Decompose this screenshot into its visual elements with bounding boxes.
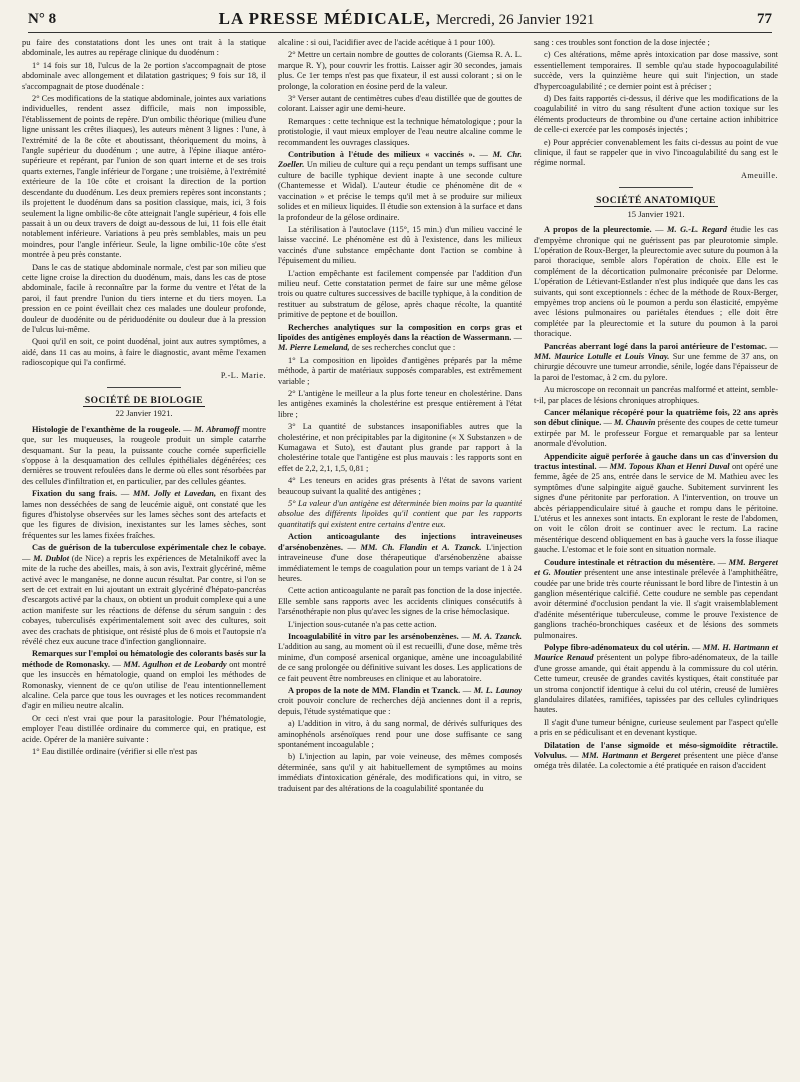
article-body: présentent un polype fibro-adénomateux, de la taille d'une grosse amande, qui était appendu à la commissure du col utérin. Cette tumeur, creusée de grandes cavités kystiques, était constituée par un stroma conjonctif identique à celui du col utérin, creusé de lumières glandulaires dilatées, ramifiées, tapissées par des cellules cylindriques hautes. [534,653,778,715]
article-author: MM. Hartmann et Bergeret [581,751,681,760]
article-author: M. Chr. Zoeller. [278,150,522,170]
paragraph: L'action empêchante est facilement compensée par l'addition d'un milieu neuf. Cette constatation permet de faire sur une même gélose trois ou quatre cultures successives de bacille typhique, à la condition de restituer au substratum de gélose, après chaque récolte, la quantité primitive de peptone et de bouillon. [278,268,522,320]
article-author: M. Pierre Lemeland, [278,343,350,353]
list-item: 1° La composition en lipoïdes d'antigènes préparés par la même méthode, à partir de matériaux supposés comparables, est extrêmement variable ; [278,355,522,386]
article-author: MM. Agulhon et de Leobardy [123,659,227,669]
article-body: L'injection intraveineuse d'une dose thérapeutique d'arsénobenzène abaisse immédiatement le temps de coagulation pour un temps variant de 1 à 24 heures. [278,542,522,583]
article: Fixation du sang frais. — MM. Jolly et Lavedan, en fixant des lames non desséchées de sang de leucémie aiguë, ont constaté que les figures d'histolyse observées sur les lames sèches sont des artefacts et que les figures de division, inexistantes sur les lames sèches, sont fréquentes sur les lames fixées fraîches. [22,489,266,540]
article: Histologie de l'exanthème de la rougeole. — M. Abramoff montre que, sur les muqueuses, la rougeole produit un simple catarrhe desquamant. Sur la peau, la puissante couche cornée superficielle s'oppose à la desquamation des cellules épithéliales dégénérées; ces dernières se trouvent refoulées dans le derme où elles sont résorbées par des cellules d'infiltration et, en particulier, par des cellules géantes. [22,424,266,486]
article-title: Cas de guérison de la tuberculose expérimentale chez le cobaye. [32,543,266,553]
article-title: Recherches analytiques sur la composition en corps gras et lipoïdes des antigènes employés dans la réaction de Wassermann. [278,322,522,342]
article-title: Remarques sur l'emploi ou hématologie des colorants basés sur la méthode de Romonasky. [22,649,266,669]
article-body: étudie les cas d'empyème chronique qui ne guérissent pas par pleurotomie simple. L'opération de Roux-Berger, la pleurectomie avec suture du poumon à la paroi thoracique, semble alors l'opération de choix. Elle est le complément de la décortication pulmonaire préconisée par Delorme. L'opération de Létievant-Estlander n'est plus indiquée que dans les cas suivants, qui sont exceptionnels : échec de la méthode de Roux-Berger, empyèmes trop anciens où le poumon a perdu son élasticité, empyème avec lésions pulmonaires ou pariétales étendues ; elle doit être complétée par la pleurectomie et la suture du poumon à la paroi thoracique. [534,225,778,339]
article-body: Sur une femme de 37 ans, on chirurgie découvre une tumeur arrondie, sénile, logée dans l'épaisseur de la paroi de l'estomac, à 2 cm. du pylore. [534,351,778,382]
article: Cas de guérison de la tuberculose expérimentale chez le cobaye. — M. Dublot (de Nice) a repris les expériences de Metalnikoff avec la mite de la ruche des abeilles, mais, à son avis, l'extrait glycériné, même activé avec le manganèse, ne donne aucun résultat. Par contre, si l'on se sert de cet extrait en lui ajoutant un extrait glycériné d'hépato-pancréas d'escargots activé par la chaux, on obtient un produit complexe qui a une action manifeste sur les réactions de défense du sérum sanguin : des cobayes, tuberculisés expérimentalement soit avec des cultures, soit avec des crachats de phtisique, ont résisté plus de 6 mois et l'autopsie n'a révélé chez eux aucune trace d'infection ganglionnaire. [22,543,266,646]
list-item: 4° Les teneurs en acides gras présents à l'état de savons varient beaucoup suivant la qualité des antigènes ; [278,476,522,496]
article-title: Appendicite aiguë perforée à gauche dans un cas d'inversion du tractus intestinal. [534,451,778,472]
issue-date: Mercredi, 26 Janvier 1921 [436,12,595,28]
article-title: A propos de la pleurectomie. [544,225,652,235]
paragraph: pu faire des constatations dont les unes ont trait à la statique abdominale, les autres au repérage clinique du duodénum : [22,38,266,58]
article-title: Contribution à l'étude des milieux « vaccinés ». [288,150,475,160]
list-item: 5° La valeur d'un antigène est déterminée bien moins par la quantité absolue des différents lipoïdes qu'il contient que par les rapports quantitatifs qui existent entre certains d'entre eux. [278,499,522,529]
article-title: Fixation du sang frais. [32,489,118,499]
article-author: MM. Maurice Lotulle et Louis Vinay. [534,351,670,361]
paragraph: Remarques : cette technique est la technique hématologique ; pour la protistologie, il vaut mieux employer de l'eau neutre alcaline comme le recommandent les ouvrages classiques. [278,116,522,147]
article-body: (de Nice) a repris les expériences de Metalnikoff avec la mite de la ruche des abeilles, mais, à son avis, l'extrait glycériné, même activé avec le manganèse, ne donne aucun résultat. Par contre, si l'on se sert de cet extrait en lui ajoutant un extrait glycériné d'hépato-pancréas d'escargots activé par la chaux, on obtient un produit complexe qui a une action manifeste sur les réactions de défense du sérum sanguin : des cobayes, tuberculisés expérimentalement soit avec des cultures, soit avec des crachats de phtisique, ont résisté plus de 6 mois et l'autopsie n'a révélé chez eux aucune trace d'infection ganglionnaire. [22,553,266,646]
section-heading-text: SOCIÉTÉ ANATOMIQUE [596,196,716,207]
article-title: Action anticoagulante des injections intraveineuses d'arsénobenzènes. [278,532,522,552]
paragraph: alcaline : si oui, l'acidifier avec de l'acide acétique à 1 pour 100). [278,38,495,47]
column-1 [22,38,266,1076]
text-columns [22,38,778,1076]
list-item: 2° L'antigène le meilleur a la plus forte teneur en cholestérine. Dans les antigènes examinés la cholestérine est presque entièrement à l'état libre ; [278,389,522,419]
paragraph: 2° Ces modifications de la statique abdominale, jointes aux variations individuelles, rendent assez difficile, mais non impossible, l'établissement de points de repère. D'un ombilic théorique (milieu d'une ligne unissant les crêtes iliaques), les auteurs mènent 3 lignes : l'une, à l'extrémité de la 8e côte et aboutissant, théoriquement du moins, à l'angle supérieur du duodénum ; une autre, à l'épine iliaque antéro-supérieure et repérant, par l'union de son quart interne et de ses trois quarts externes, l'angle inférieur de l'organe ; une troisième, à l'extrémité extérieure de la 10e côte et croisant la direction de la portion descendante du duodénum. Les deux premiers repères sont inconstants ; ils projettent le duodénum dans sa position classique, mais, ici, 3 fois seulement la ligne ombilic-8e côte atteignait l'angle supérieur, 4 fois elle passait à un ou deux travers de doigt au-dessous de lui, 11 fois elle était notablement inférieure. Variations à peu près semblables, mais un peu moindres, pour l'angle inférieur. Seule, la ligne ombilic-10e côte s'est montrée à peu près constante. [22,94,266,260]
paragraph: 2° Mettre un certain nombre de gouttes de colorants (Giemsa R. A. L. marque R. Y), pour couvrir les frottis. Laisser agir 30 secondes, jamais plus. Ce 1er temps n'est pas que fixateur, il est aussi colorant ; si on le prolonge, la coloration en éosine perd de la valeur. [278,50,522,91]
paragraph: Quoi qu'il en soit, ce point duodénal, joint aux autres symptômes, a aidé, dans 11 cas au moins, à faire le diagnostic, avant même l'examen radioscopique qui l'a confirmé. [22,337,266,368]
article-body: Un milieu de culture qui a reçu pendant un temps suffisant une culture de bacille typhique devient inapte à une seconde culture (Chantemesse et Widal). L'auteur étudie ce phénomène dit de « vaccination » et précise le temps qu'il met à se produire sur milieux solides et en milieux liquides. Il étudie son extension à la surface et dans la profondeur de la gélose ordinaire. [278,160,522,222]
article: Action anticoagulante des injections intraveineuses d'arsénobenzènes. — MM. Ch. Flandin et A. Tzanck. L'injection intraveineuse d'une dose thérapeutique d'arsénobenzène abaisse immédiatement le temps de coagulation pour un temps variant de 1 à 24 heures. [278,532,522,583]
section-heading [22,396,266,406]
paragraph: L'injection sous-cutanée n'a pas cette action. [288,619,437,629]
column-2 [278,38,522,1076]
list-item: a) L'addition in vitro, à du sang normal, de dérivés sulfuriques des aminophénols arsénoïques rend pour une dose suffisante ce sang spontanément incoagulable ; [278,719,522,749]
article-author: M. Chauvin [613,418,656,428]
journal-name: LA PRESSE MÉDICALE, [218,9,431,28]
article-author: M. Abramoff [194,424,240,434]
article-author: MM. Jolly et Lavedan, [133,489,217,499]
list-item: 3° La quantité de substances insaponifiables autres que la cholestérine, et non précipitables par la digitonine (« X Substanzen » de Kumagawa et Suto), est d'autant plus grande par rapport à la cholestérine totale que l'antigène est plus mauvais : les rapports sont en effet de 2,2, 2,1, 1,5, 0,81 ; [278,422,522,473]
article-author: MM. H. Hartmann et Maurice Renaud [534,642,778,663]
list-item: b) L'injection au lapin, par voie veineuse, des mêmes composés déterminée, sans qu'il y ait habituellement de symptômes au moins immédiats d'intoxication générale, des modifications qui, in vitro, se traduisent par des altérations de la coagulabilité spontanée du [278,752,522,793]
article-body: montre que, sur les muqueuses, la rougeole produit un simple catarrhe desquamant. Sur la peau, la puissante couche cornée superficielle s'oppose à la desquamation des cellules épithéliales dégénérées; ces dernières se trouvent refoulées dans le derme où elles sont résorbées par des cellules d'infiltration et, en particulier, par des cellules géantes. [22,424,266,486]
section-date: 15 Janvier 1921. [627,208,685,219]
article-title: Cancer mélanique récopéré pour la quatrième fois, 22 ans après son début clinique. [534,408,778,428]
paragraph: 1° Eau distillée ordinaire (vérifier si elle n'est pas [32,747,198,756]
page-header [28,6,772,33]
article-body: présente des coupes de cette tumeur extirpée par M. le professeur Forgue et remarquable par sa lenteur anormale d'évolution. [534,418,778,449]
article-title: Dilatation de l'anse sigmoïde et méso-sigmoïdite rétractile. Volvulus. [534,740,778,760]
article: Polype fibro-adénomateux du col utérin. — MM. H. Hartmann et Maurice Renaud présentent un polype fibro-adénomateux, de la taille d'une grosse amande, qui était appendu à la commissure du col utérin. Cette tumeur, creusée de grandes cavités kystiques, était constituée par un stroma conjonctif identique à celui du col utérin, creusé de lumières glandulaires dilatées, ramifiées, tapissées par des cellules cylindriques hautes. [534,642,778,715]
page-number: 77 [756,10,772,27]
list-item: e) Pour apprécier convenablement les faits ci-dessus au point de vue clinique, il faut se rappeler que in vivo l'incoagulabilité du sang est le régime normal. [534,137,778,168]
article-body: présentent une anse intestinale prélevée à l'amphithéâtre, coudée par une bride très courte réunissant le bord libre de l'intestin à un ganglion mésentérique calcifié. Cette coudure ne semble pas cependant avoir déterminé d'occlusion pendant la vie. Il s'agit vraisemblablement d'adénite mésentérique tuberculeuse, comme le prouve l'existence de ganglions trachéo-bronchiques caséeux et de lésions des sommets pulmonaires. [534,568,778,640]
paragraph: 3° Verser autant de centimètres cubes d'eau distillée que de gouttes de colorant. Laisser agir une demi-heure. [278,94,522,114]
article-body: L'addition au sang, au moment où il est recueilli, d'une dose, même très minime, d'un composé arsenical organique, amène une incoagulabilité de ce sang prolongée ou définitive suivant les doses. Les applications de ce fait peuvent être nombreuses en clinique et au laboratoire. [278,642,522,683]
author-signature: P.-L. Marie. [220,370,266,380]
divider [619,187,692,188]
issue-number: N° 8 [28,10,57,27]
list-item: d) Des faits rapportés ci-dessus, il dérive que les modifications de la coagulabilité in vitro du sang résultent d'une action toxique sur les éléments producteurs de thrombine ou d'une certaine action inhibitrice de celle-ci exercée par les composés injectés ; [534,94,778,135]
article: Appendicite aiguë perforée à gauche dans un cas d'inversion du tractus intestinal. — MM. Topous Khan et Henri Duval ont opéré une femme, âgée de 25 ans, entrée dans le service de M. Mathieu avec les symptômes d'une salpingite aiguë gauche. Subitement survinrent les signes d'une péritonite par perforation. A l'intervention, on trouve un abcès périappendiculaire situé à gauche et rompu dans le péritoine. L'utérus et les annexes sont intacts. En explorant le reste de l'abdomen, on voit le côlon droit se continuer avec le rectum. La racine mésentérique descend obliquement en bas à gauche vers la fosse iliaque gauche. L'estomac et le foie sont en situation normale. [534,451,778,555]
article: Pancréas aberrant logé dans la paroi antérieure de l'estomac. — MM. Maurice Lotulle et Louis Vinay. Sur une femme de 37 ans, on chirurgie découvre une tumeur arrondie, sénile, logée dans l'épaisseur de la paroi de l'estomac, à 2 cm. du pylore. [534,341,778,382]
paragraph: 1° 14 fois sur 18, l'ulcus de la 2e portion s'accompagnait de ptose abdominale avec allongement et dilatation gastriques; 9 fois sur 18, il s'accompagnait de ptose duodénale : [22,60,266,91]
divider [107,387,180,388]
paragraph: Or ceci n'est vrai que pour la parasitologie. Pour l'hématologie, employer l'eau distillée ordinaire du commerce qui, en pratique, est acide. Opérer de la manière suivante : [22,713,266,744]
journal-title [219,9,595,29]
paragraph: Au microscope on reconnait un pancréas malformé et atteint, semble-t-il, par places de lésions chroniques atrophiques. [534,385,778,405]
article: Coudure intestinale et rétraction du mésentère. — MM. Bergeret et G. Moutier présentent une anse intestinale prélevée à l'amphithéâtre, coudée par une bride très courte réunissant le bord libre de l'intestin à un ganglion mésentérique calcifié. Cette coudure ne semble pas cependant avoir déterminé d'occlusion pendant la vie. Il s'agit vraisemblablement d'adénite mésentérique tuberculeuse, comme le prouve l'existence de ganglions trachéo-bronchiques caséeux et de lésions des sommets pulmonaires. [534,557,778,640]
article-author: M. Dublot [33,553,70,563]
column-3 [534,38,778,1076]
article-body: en fixant des lames non desséchées de sang de leucémie aiguë, ont constaté que les figures d'histolyse observées sur les lames sèches sont des artefacts et que les figures de division, inexistantes sur les lames sèches, sont fréquentes sur les lames fixées fraîches. [22,489,266,540]
article: A propos de la pleurectomie. — M. G.-L. Regard étudie les cas d'empyème chronique qui ne guérissent pas par pleurotomie simple. L'opération de Roux-Berger, la pleurectomie avec suture du poumon à la paroi thoracique, semble alors l'opération de choix. Elle est le complément de la décortication pulmonaire préconisée par Delorme. L'opération de Létievant-Estlander n'est plus indiquée que dans les cas suivants, qui sont exceptionnels : échec de la méthode de Roux-Berger, empyèmes trop anciens où le poumon a perdu son élasticité, empyème avec lésions pulmonaires ou pariétales étendues ; elle doit être complétée par la pleurectomie et la suture du poumon à la paroi thoracique. [534,225,778,339]
article-author: M. L. Launoy [473,685,522,695]
article-title: A propos de la note de MM. Flandin et Tzanck. [288,685,461,695]
article-body: ont montré que les insuccès en hématologie, quand on emploi les méthodes de Romonasky, viennent de ce qu'on utilise de l'eau intentionnellement alcaline. Cela parce que tous les ouvrages et les notices recommandent d'agir en milieu neutre alcalin. [22,659,266,711]
section-date: 22 Janvier 1921. [115,408,173,419]
article-title: Incoagulabilité in vitro par les arsénobenzènes. [288,631,459,641]
article-author: M. G.-L. Regard [667,225,727,235]
article: Dilatation de l'anse sigmoïde et méso-sigmoïdite rétractile. Volvulus. — MM. Hartmann et Bergeret présentent une pièce d'anse oméga très dilatée. La colectomie a été pratiquée en raison d'accident [534,740,778,771]
paragraph: Cette action anticoagulante ne paraît pas fonction de la dose injectée. Elle semble sans rapports avec les accidents cliniques consécutifs à l'arsénothérapie non plus qu'avec les signes de la crise hémoclasique. [278,586,522,617]
article: Remarques sur l'emploi ou hématologie des colorants basés sur la méthode de Romonasky. — MM. Agulhon et de Leobardy ont montré que les insuccès en hématologie, quand on emploi les méthodes de Romonasky, viennent de ce qu'on utilise de l'eau intentionnellement alcaline. Cela parce que tous les ouvrages et les notices recommandent d'agir en milieu neutre alcalin. [22,649,266,711]
article-author: MM. Topous Khan et Henri Duval [609,462,730,472]
article: Incoagulabilité in vitro par les arsénobenzènes. — M. A. Tzanck. L'addition au sang, au moment où il est recueilli, d'une dose, même très minime, d'un composé arsenical organique, amène une incoagulabilité de ce sang prolongée ou définitive suivant les doses. Les applications de ce fait peuvent être nombreuses en clinique et au laboratoire. [278,631,522,683]
list-item: c) Ces altérations, même après intoxication par dose massive, sont essentiellement temporaires. Il semble qu'au stade hypocoagulabilité succède, vers la quinzième heure qui suit l'injection, un stade d'hypercoagulabilité ; ce dernier point est à préciser ; [534,50,778,91]
article-title: Coudure intestinale et rétraction du mésentère. [544,557,716,567]
section-heading-text: SOCIÉTÉ DE BIOLOGIE [84,396,204,406]
article-body: présentent une pièce d'anse oméga très dilatée. La colectomie a été pratiquée en raison d'accident [534,751,778,771]
article-title: Pancréas aberrant logé dans la paroi antérieure de l'estomac. [544,341,767,351]
article: Cancer mélanique récopéré pour la quatrième fois, 22 ans après son début clinique. — M. Chauvin présente des coupes de cette tumeur extirpée par M. le professeur Forgue et remarquable par sa lenteur anormale d'évolution. [534,408,778,449]
author-signature: Ameuille. [740,170,778,180]
article-body: ont opéré une femme, âgée de 25 ans, entrée dans le service de M. Mathieu avec les symptômes d'une salpingite aiguë gauche. Subitement survinrent les signes d'une péritonite par perforation. A l'intervention, on trouve un abcès périappendiculaire situé à gauche et rompu dans le péritoine. L'utérus et les annexes sont intacts. En explorant le reste de l'abdomen, on voit le côlon droit se continuer avec le rectum. La racine mésentérique descend obliquement en bas à gauche vers la fosse iliaque gauche. L'estomac et le foie sont en situation normale. [534,462,778,555]
section-heading [534,196,778,206]
paragraph: sang : ces troubles sont fonction de la dose injectée ; [534,38,710,47]
paragraph: Dans le cas de statique abdominale normale, c'est par son milieu que cette ligne croise la direction du duodénum, mais, dans les cas de ptose abdominale, facile à reconnaître par la forme du ventre et l'état de la paroi, il faut prendre l'union du tiers interne et du tiers moyen. La pression en ce point éveillait chez ces malades une douleur profonde, douleur de duodénite ou de périduodénite ou douleur due à la pression de l'ulcus lui-même. [22,262,266,334]
article-title: Histologie de l'exanthème de la rougeole. [32,424,181,434]
article-author: M. A. Tzanck. [472,631,522,641]
paragraph: La stérilisation à l'autoclave (115°, 15 min.) d'un milieu vacciné le laisse vacciné. Le phénomène est dû à l'existence, dans les milieux vaccinés d'une substance empêchante dont l'action se combine à l'épuisement du milieu. [278,224,522,266]
article: Contribution à l'étude des milieux « vaccinés ». — M. Chr. Zoeller. Un milieu de culture qui a reçu pendant un temps suffisant une culture de bacille typhique devient inapte à une seconde culture (Chantemesse et Widal). L'auteur étudie ce phénomène dit de « vaccination » et précise le temps qu'il met à se produire sur milieux solides et en milieux liquides. Il étudie son extension à la surface et dans la profondeur de la gélose ordinaire. [278,150,522,222]
article-author: MM. Ch. Flandin et A. Tzanck. [360,542,482,552]
article: A propos de la note de MM. Flandin et Tzanck. — M. L. Launoy croit pouvoir conclure de recherches déjà anciennes dont il a repris, depuis, l'étude systématique que : [278,685,522,716]
article-body: de ses recherches conclut que : [351,343,456,353]
article-body: croit pouvoir conclure de recherches déjà anciennes dont il a repris, depuis, l'étude systématique que : [278,696,522,716]
paragraph: Il s'agit d'une tumeur bénigne, curieuse seulement par l'aspect qu'elle a pris en se pédiculisant et en devenant kystique. [534,717,778,738]
article-title: Polype fibro-adénomateux du col utérin. [544,642,690,652]
article-author: MM. Bergeret et G. Moutier [534,557,778,578]
article: Recherches analytiques sur la composition en corps gras et lipoïdes des antigènes employés dans la réaction de Wassermann. — M. Pierre Lemeland, de ses recherches conclut que : [278,322,522,353]
